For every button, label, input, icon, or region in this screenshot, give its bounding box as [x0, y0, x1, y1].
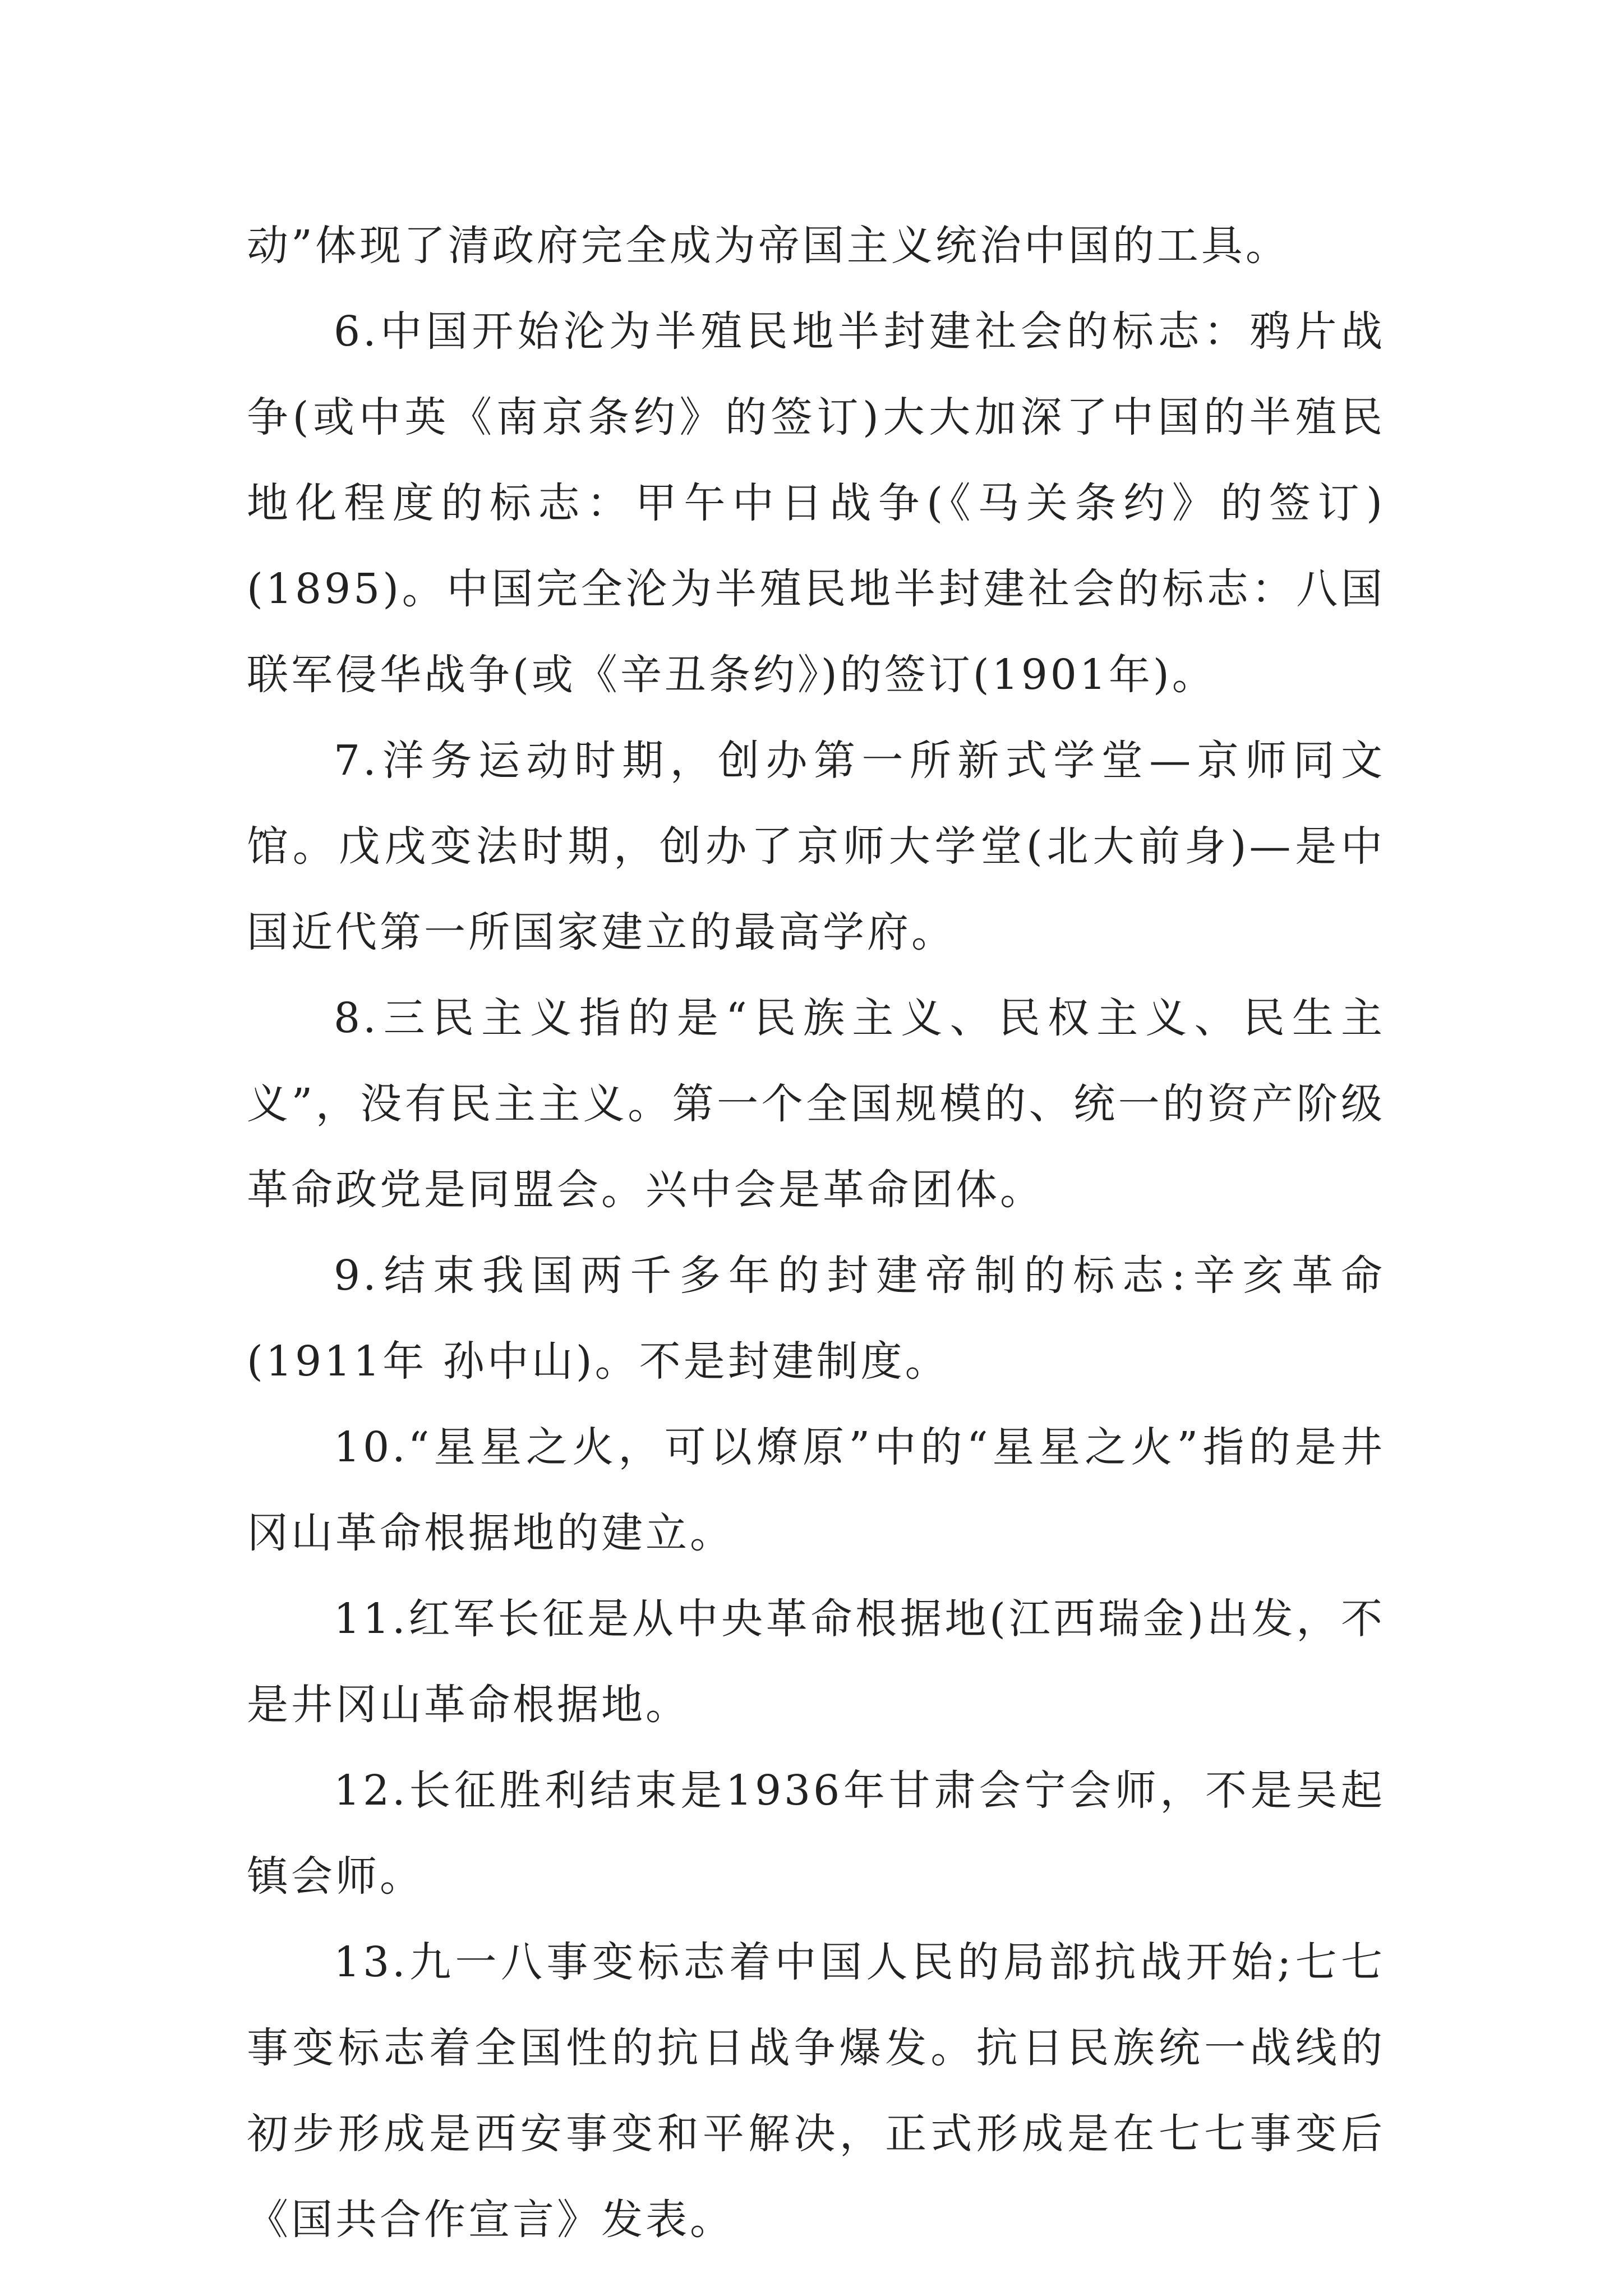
document-body [247, 203, 1385, 2263]
paragraph-13: 13.九一八事变标志着中国人民的局部抗战开始;七七事变标志着全国性的抗日战争爆发。抗日民族统一战线的初步形成是西安事变和平解决，正式形成是在七七事变后《国共合作宣言》发表。 [247, 1938, 1385, 2244]
paragraph-6: 6.中国开始沦为半殖民地半封建社会的标志：鸦片战争(或中英《南京条约》的签订)大大加深了中国的半殖民地化程度的标志：甲午中日战争(《马关条约》的签订)(1895)。中国完全沦为半殖民地半封建社会的标志：八国联军侵华战争(或《辛丑条约》)的签订(1901年)。 [247, 307, 1385, 699]
paragraph-7: 7.洋务运动时期，创办第一所新式学堂—京师同文馆。戊戌变法时期，创办了京师大学堂(北大前身)—是中国近代第一所国家建立的最高学府。 [247, 737, 1385, 956]
paragraph-12: 12.长征胜利结束是1936年甘肃会宁会师，不是吴起镇会师。 [247, 1766, 1385, 1901]
paragraph-9: 9.结束我国两千多年的封建帝制的标志:辛亥革命(1911年 孙中山)。不是封建制度。 [247, 1251, 1385, 1386]
paragraph-10: 10.“星星之火，可以燎原”中的“星星之火”指的是井冈山革命根据地的建立。 [247, 1423, 1385, 1557]
paragraph-11: 11.红军长征是从中央革命根据地(江西瑞金)出发，不是井冈山革命根据地。 [247, 1595, 1385, 1729]
paragraph-8: 8.三民主义指的是“民族主义、民权主义、民生主义”，没有民主主义。第一个全国规模的、统一的资产阶级革命政党是同盟会。兴中会是革命团体。 [247, 994, 1385, 1214]
paragraph-0: 动”体现了清政府完全成为帝国主义统治中国的工具。 [247, 222, 1290, 270]
